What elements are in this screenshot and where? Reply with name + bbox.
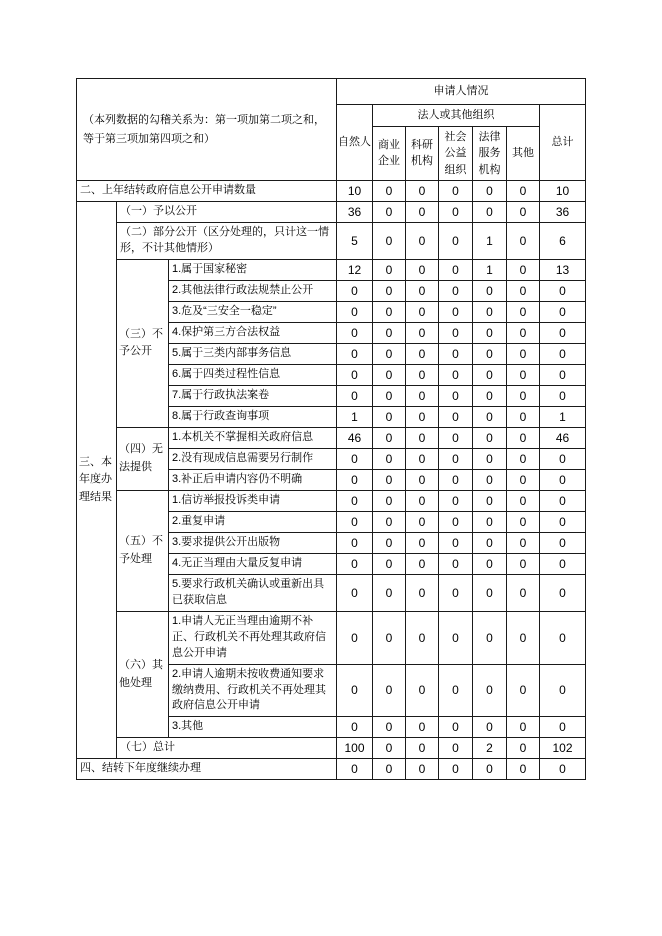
- header-business: 商业企业: [373, 126, 406, 181]
- value-cell: 0: [406, 611, 439, 664]
- value-cell: 0: [373, 574, 406, 611]
- value-cell: 1: [473, 259, 507, 280]
- header-other: 其他: [507, 126, 540, 181]
- row-label: （二）部分公开（区分处理的，只计这一情形，不计其他情形）: [117, 223, 337, 260]
- row-label: （七）总计: [117, 738, 337, 759]
- value-cell: 0: [406, 664, 439, 717]
- value-cell: 0: [473, 469, 507, 490]
- value-cell: 0: [337, 611, 373, 664]
- value-cell: 0: [540, 322, 586, 343]
- value-cell: 0: [439, 427, 473, 448]
- value-cell: 0: [337, 301, 373, 322]
- value-cell: 0: [473, 448, 507, 469]
- table-row: [77, 79, 586, 105]
- header-applicant-group: 申请人情况: [337, 79, 586, 105]
- value-cell: 0: [373, 738, 406, 759]
- row-label: 7.属于行政执法案卷: [169, 385, 337, 406]
- value-cell: 0: [337, 759, 373, 780]
- value-cell: 0: [473, 532, 507, 553]
- value-cell: 0: [406, 532, 439, 553]
- value-cell: 0: [439, 259, 473, 280]
- row-label: 3.其他: [169, 717, 337, 738]
- value-cell: 36: [540, 202, 586, 223]
- value-cell: 0: [540, 490, 586, 511]
- value-cell: 0: [540, 385, 586, 406]
- value-cell: 0: [406, 259, 439, 280]
- group-label-unable-to-provide: （四）无法提供: [117, 427, 169, 490]
- value-cell: 0: [473, 511, 507, 532]
- value-cell: 0: [507, 202, 540, 223]
- value-cell: 0: [540, 664, 586, 717]
- value-cell: 0: [507, 759, 540, 780]
- group-label-not-processed: （五）不予处理: [117, 490, 169, 611]
- value-cell: 0: [439, 532, 473, 553]
- value-cell: 0: [473, 202, 507, 223]
- value-cell: 0: [373, 511, 406, 532]
- row-label: 四、结转下年度继续办理: [77, 759, 337, 780]
- table-row: [77, 223, 586, 260]
- row-label: 1.申请人无正当理由逾期不补正、行政机关不再处理其政府信息公开申请: [169, 611, 337, 664]
- header-legal-service: 法律服务机构: [473, 126, 507, 181]
- value-cell: 0: [439, 181, 473, 202]
- value-cell: 0: [507, 574, 540, 611]
- value-cell: 0: [473, 364, 507, 385]
- value-cell: 100: [337, 738, 373, 759]
- row-label: （一）予以公开: [117, 202, 337, 223]
- value-cell: 0: [540, 343, 586, 364]
- value-cell: 0: [473, 490, 507, 511]
- value-cell: 0: [439, 611, 473, 664]
- value-cell: 0: [406, 427, 439, 448]
- value-cell: 0: [406, 280, 439, 301]
- value-cell: 46: [337, 427, 373, 448]
- value-cell: 0: [373, 259, 406, 280]
- group-label-year-results: 三、本年度办理结果: [77, 202, 117, 759]
- value-cell: 0: [439, 717, 473, 738]
- table-row: [77, 611, 586, 664]
- row-label: 1.本机关不掌握相关政府信息: [169, 427, 337, 448]
- value-cell: 0: [439, 301, 473, 322]
- row-label: 4.保护第三方合法权益: [169, 322, 337, 343]
- table-row: [77, 490, 586, 511]
- value-cell: 0: [337, 717, 373, 738]
- value-cell: 0: [507, 738, 540, 759]
- value-cell: 0: [507, 611, 540, 664]
- value-cell: 0: [439, 343, 473, 364]
- value-cell: 0: [507, 259, 540, 280]
- value-cell: 0: [473, 611, 507, 664]
- value-cell: 0: [373, 553, 406, 574]
- row-label: 1.属于国家秘密: [169, 259, 337, 280]
- group-label-other-handling: （六）其他处理: [117, 611, 169, 738]
- value-cell: 0: [406, 181, 439, 202]
- value-cell: 0: [507, 511, 540, 532]
- value-cell: 0: [439, 664, 473, 717]
- value-cell: 0: [406, 223, 439, 260]
- value-cell: 0: [540, 611, 586, 664]
- value-cell: 0: [540, 469, 586, 490]
- value-cell: 0: [373, 611, 406, 664]
- value-cell: 0: [373, 343, 406, 364]
- value-cell: 0: [540, 553, 586, 574]
- row-label: 2.没有现成信息需要另行制作: [169, 448, 337, 469]
- table-row: [77, 259, 586, 280]
- value-cell: 0: [507, 490, 540, 511]
- value-cell: 0: [406, 301, 439, 322]
- header-legal-org-group: 法人或其他组织: [373, 105, 540, 127]
- value-cell: 0: [406, 490, 439, 511]
- value-cell: 0: [337, 322, 373, 343]
- value-cell: 0: [439, 574, 473, 611]
- value-cell: 46: [540, 427, 586, 448]
- value-cell: 0: [507, 301, 540, 322]
- value-cell: 0: [373, 223, 406, 260]
- value-cell: 0: [439, 511, 473, 532]
- value-cell: 0: [439, 385, 473, 406]
- value-cell: 0: [507, 469, 540, 490]
- value-cell: 0: [373, 202, 406, 223]
- value-cell: 0: [473, 181, 507, 202]
- value-cell: 0: [373, 717, 406, 738]
- value-cell: 0: [373, 664, 406, 717]
- value-cell: 102: [540, 738, 586, 759]
- value-cell: 0: [507, 322, 540, 343]
- value-cell: 0: [373, 406, 406, 427]
- value-cell: 0: [337, 490, 373, 511]
- table-row: [77, 181, 586, 202]
- value-cell: 0: [540, 511, 586, 532]
- value-cell: 5: [337, 223, 373, 260]
- row-label: 3.补正后申请内容仍不明确: [169, 469, 337, 490]
- value-cell: 0: [473, 343, 507, 364]
- value-cell: 0: [473, 553, 507, 574]
- value-cell: 0: [507, 664, 540, 717]
- value-cell: 6: [540, 223, 586, 260]
- value-cell: 0: [540, 532, 586, 553]
- row-label: 4.无正当理由大量反复申请: [169, 553, 337, 574]
- value-cell: 0: [507, 223, 540, 260]
- header-total: 总计: [540, 105, 586, 181]
- value-cell: 12: [337, 259, 373, 280]
- table-row: [77, 759, 586, 780]
- value-cell: 0: [406, 202, 439, 223]
- value-cell: 0: [540, 717, 586, 738]
- value-cell: 0: [439, 280, 473, 301]
- value-cell: 0: [473, 406, 507, 427]
- value-cell: 0: [406, 469, 439, 490]
- value-cell: 0: [337, 664, 373, 717]
- value-cell: 0: [406, 364, 439, 385]
- value-cell: 0: [540, 280, 586, 301]
- value-cell: 0: [406, 406, 439, 427]
- value-cell: 1: [540, 406, 586, 427]
- value-cell: 0: [373, 532, 406, 553]
- value-cell: 0: [406, 511, 439, 532]
- value-cell: 0: [507, 448, 540, 469]
- value-cell: 0: [439, 759, 473, 780]
- value-cell: 0: [373, 759, 406, 780]
- value-cell: 0: [507, 181, 540, 202]
- row-label: 1.信访举报投诉类申请: [169, 490, 337, 511]
- value-cell: 0: [439, 448, 473, 469]
- value-cell: 0: [337, 448, 373, 469]
- value-cell: 2: [473, 738, 507, 759]
- value-cell: 0: [337, 364, 373, 385]
- note-cell: （本列数据的勾稽关系为：第一项加第二项之和，等于第三项加第四项之和）: [77, 79, 337, 181]
- value-cell: 10: [540, 181, 586, 202]
- disclosure-statistics-table: [76, 78, 586, 780]
- value-cell: 0: [337, 553, 373, 574]
- value-cell: 0: [439, 406, 473, 427]
- value-cell: 1: [473, 223, 507, 260]
- value-cell: 0: [406, 448, 439, 469]
- value-cell: 0: [473, 322, 507, 343]
- value-cell: 0: [507, 553, 540, 574]
- header-research: 科研机构: [406, 126, 439, 181]
- value-cell: 0: [373, 427, 406, 448]
- value-cell: 0: [337, 532, 373, 553]
- row-label: 5.属于三类内部事务信息: [169, 343, 337, 364]
- value-cell: 0: [406, 759, 439, 780]
- value-cell: 0: [473, 574, 507, 611]
- value-cell: 0: [373, 364, 406, 385]
- value-cell: 0: [439, 553, 473, 574]
- value-cell: 0: [439, 322, 473, 343]
- value-cell: 0: [507, 717, 540, 738]
- value-cell: 0: [439, 223, 473, 260]
- table-row: [77, 427, 586, 448]
- value-cell: 0: [406, 574, 439, 611]
- value-cell: 0: [373, 322, 406, 343]
- header-social-org: 社会公益组织: [439, 126, 473, 181]
- value-cell: 0: [406, 717, 439, 738]
- value-cell: 0: [337, 574, 373, 611]
- value-cell: 0: [473, 280, 507, 301]
- value-cell: 0: [439, 490, 473, 511]
- row-label: 5.要求行政机关确认或重新出具已获取信息: [169, 574, 337, 611]
- row-label: 8.属于行政查询事项: [169, 406, 337, 427]
- value-cell: 0: [337, 385, 373, 406]
- value-cell: 0: [373, 490, 406, 511]
- header-natural-person: 自然人: [337, 105, 373, 181]
- row-label: 2.重复申请: [169, 511, 337, 532]
- value-cell: 0: [373, 181, 406, 202]
- row-label: 3.要求提供公开出版物: [169, 532, 337, 553]
- value-cell: 0: [373, 301, 406, 322]
- value-cell: 10: [337, 181, 373, 202]
- value-cell: 0: [507, 427, 540, 448]
- value-cell: 0: [406, 322, 439, 343]
- value-cell: 0: [507, 532, 540, 553]
- value-cell: 0: [373, 448, 406, 469]
- value-cell: 0: [540, 364, 586, 385]
- value-cell: 0: [439, 202, 473, 223]
- value-cell: 0: [439, 469, 473, 490]
- value-cell: 0: [473, 301, 507, 322]
- value-cell: 36: [337, 202, 373, 223]
- value-cell: 0: [406, 343, 439, 364]
- value-cell: 0: [406, 738, 439, 759]
- row-label: 2.申请人逾期未按收费通知要求缴纳费用、行政机关不再处理其政府信息公开申请: [169, 664, 337, 717]
- value-cell: 0: [507, 280, 540, 301]
- value-cell: 0: [473, 664, 507, 717]
- value-cell: 0: [406, 553, 439, 574]
- value-cell: 0: [439, 364, 473, 385]
- value-cell: 0: [473, 717, 507, 738]
- value-cell: 0: [540, 759, 586, 780]
- value-cell: 0: [337, 280, 373, 301]
- value-cell: 0: [507, 406, 540, 427]
- value-cell: 0: [373, 385, 406, 406]
- group-label-not-disclosed: （三）不予公开: [117, 259, 169, 427]
- value-cell: 0: [406, 385, 439, 406]
- row-label: 2.其他法律行政法规禁止公开: [169, 280, 337, 301]
- value-cell: 0: [337, 343, 373, 364]
- value-cell: 0: [439, 738, 473, 759]
- value-cell: 0: [540, 301, 586, 322]
- value-cell: 1: [337, 406, 373, 427]
- value-cell: 0: [507, 343, 540, 364]
- value-cell: 0: [507, 364, 540, 385]
- value-cell: 0: [507, 385, 540, 406]
- row-label: 二、上年结转政府信息公开申请数量: [77, 181, 337, 202]
- value-cell: 0: [337, 511, 373, 532]
- value-cell: 0: [373, 280, 406, 301]
- value-cell: 0: [473, 385, 507, 406]
- value-cell: 0: [337, 469, 373, 490]
- value-cell: 0: [473, 759, 507, 780]
- row-label: 6.属于四类过程性信息: [169, 364, 337, 385]
- value-cell: 13: [540, 259, 586, 280]
- value-cell: 0: [473, 427, 507, 448]
- value-cell: 0: [540, 574, 586, 611]
- value-cell: 0: [540, 448, 586, 469]
- row-label: 3.危及“三安全一稳定”: [169, 301, 337, 322]
- value-cell: 0: [373, 469, 406, 490]
- table-row: [77, 202, 586, 223]
- table-row: [77, 738, 586, 759]
